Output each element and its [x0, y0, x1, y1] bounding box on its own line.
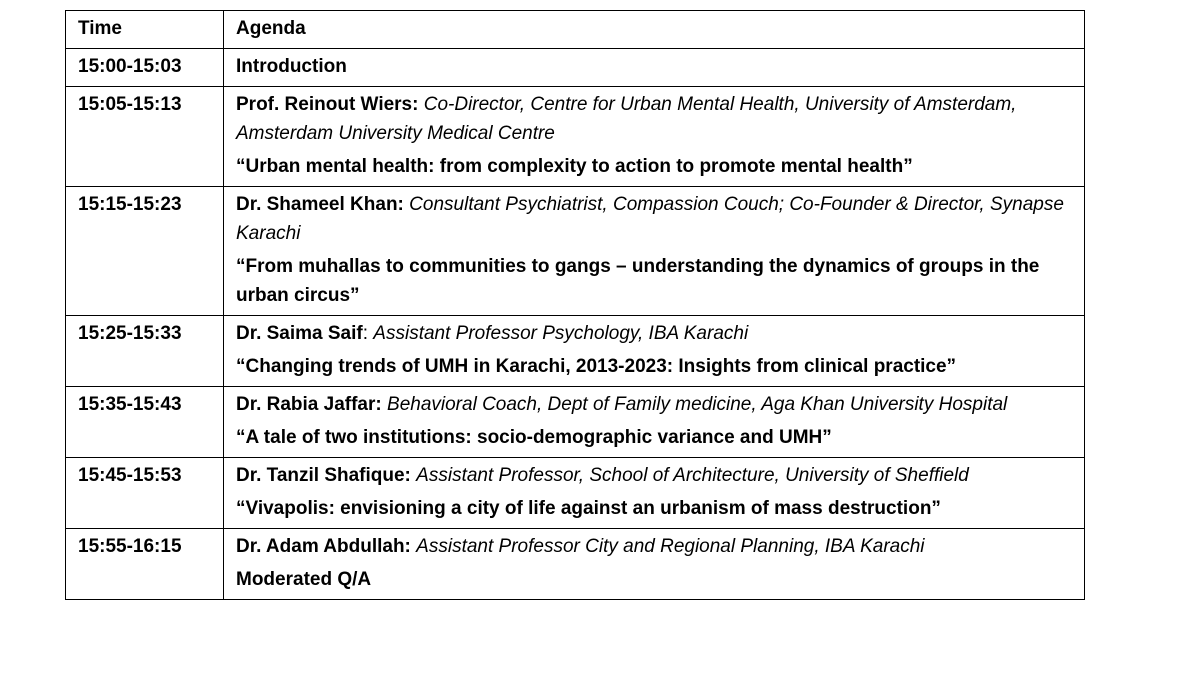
table-row [66, 458, 1085, 529]
speaker-line: Dr. Saima Saif: Assistant Professor Psychology, IBA Karachi [236, 323, 749, 344]
session-details [224, 387, 1085, 458]
speaker-role: Assistant Professor Psychology, IBA Karachi [373, 323, 749, 344]
talk-title: “A tale of two institutions: socio-demographic variance and UMH” [236, 427, 832, 448]
session-details [224, 87, 1085, 187]
session-details [224, 529, 1085, 600]
speaker-name: Dr. Adam Abdullah: [236, 536, 411, 557]
speaker-name: Dr. Saima Saif [236, 323, 363, 344]
session-time: 15:15-15:23 [66, 187, 224, 316]
session-time: 15:45-15:53 [66, 458, 224, 529]
table-row [66, 49, 1085, 87]
session-details [224, 458, 1085, 529]
session-time: 15:35-15:43 [66, 387, 224, 458]
speaker-role: Behavioral Coach, Dept of Family medicine, Aga Khan University Hospital [387, 394, 1008, 415]
talk-title: “Urban mental health: from complexity to action to promote mental health” [236, 156, 913, 177]
table-row [66, 387, 1085, 458]
agenda-table [65, 10, 1085, 600]
session-details [224, 187, 1085, 316]
time-column-header: Time [66, 11, 224, 49]
table-row [66, 316, 1085, 387]
speaker-name: Dr. Rabia Jaffar: [236, 394, 382, 415]
session-details [224, 316, 1085, 387]
session-time: 15:05-15:13 [66, 87, 224, 187]
speaker-line [236, 532, 1074, 561]
session-title: Introduction [236, 56, 347, 77]
speaker-role: Consultant Psychiatrist, Compassion Couch; Co-Founder & Director, Synapse Karachi [236, 194, 1064, 244]
talk-title: Moderated Q/A [236, 569, 372, 590]
session-time: 15:55-16:15 [66, 529, 224, 600]
table-row [66, 87, 1085, 187]
speaker-name: Dr. Shameel Khan: [236, 194, 404, 215]
speaker-name: Prof. Reinout Wiers: [236, 94, 419, 115]
talk-title: “Changing trends of UMH in Karachi, 2013-2023: Insights from clinical practice” [236, 356, 957, 377]
speaker-line [236, 390, 1074, 419]
session-details [224, 49, 1085, 87]
agenda-column-header: Agenda [224, 11, 1085, 49]
talk-title: “Vivapolis: envisioning a city of life against an urbanism of mass destruction” [236, 498, 941, 519]
session-time: 15:00-15:03 [66, 49, 224, 87]
speaker-role: Assistant Professor, School of Architecture, University of Sheffield [416, 465, 969, 486]
speaker-role: Co-Director, Centre for Urban Mental Health, University of Amsterdam, Amsterdam University Medical Centre [236, 94, 1017, 144]
talk-title: “From muhallas to communities to gangs – understanding the dynamics of groups in the urban circus” [236, 256, 1040, 306]
speaker-role: Assistant Professor City and Regional Planning, IBA Karachi [416, 536, 925, 557]
speaker-name: Dr. Tanzil Shafique: [236, 465, 411, 486]
table-row [66, 529, 1085, 600]
speaker-line [236, 90, 1074, 148]
session-time: 15:25-15:33 [66, 316, 224, 387]
table-header-row [66, 11, 1085, 49]
speaker-line [236, 190, 1074, 248]
table-row [66, 187, 1085, 316]
speaker-line [236, 461, 1074, 490]
